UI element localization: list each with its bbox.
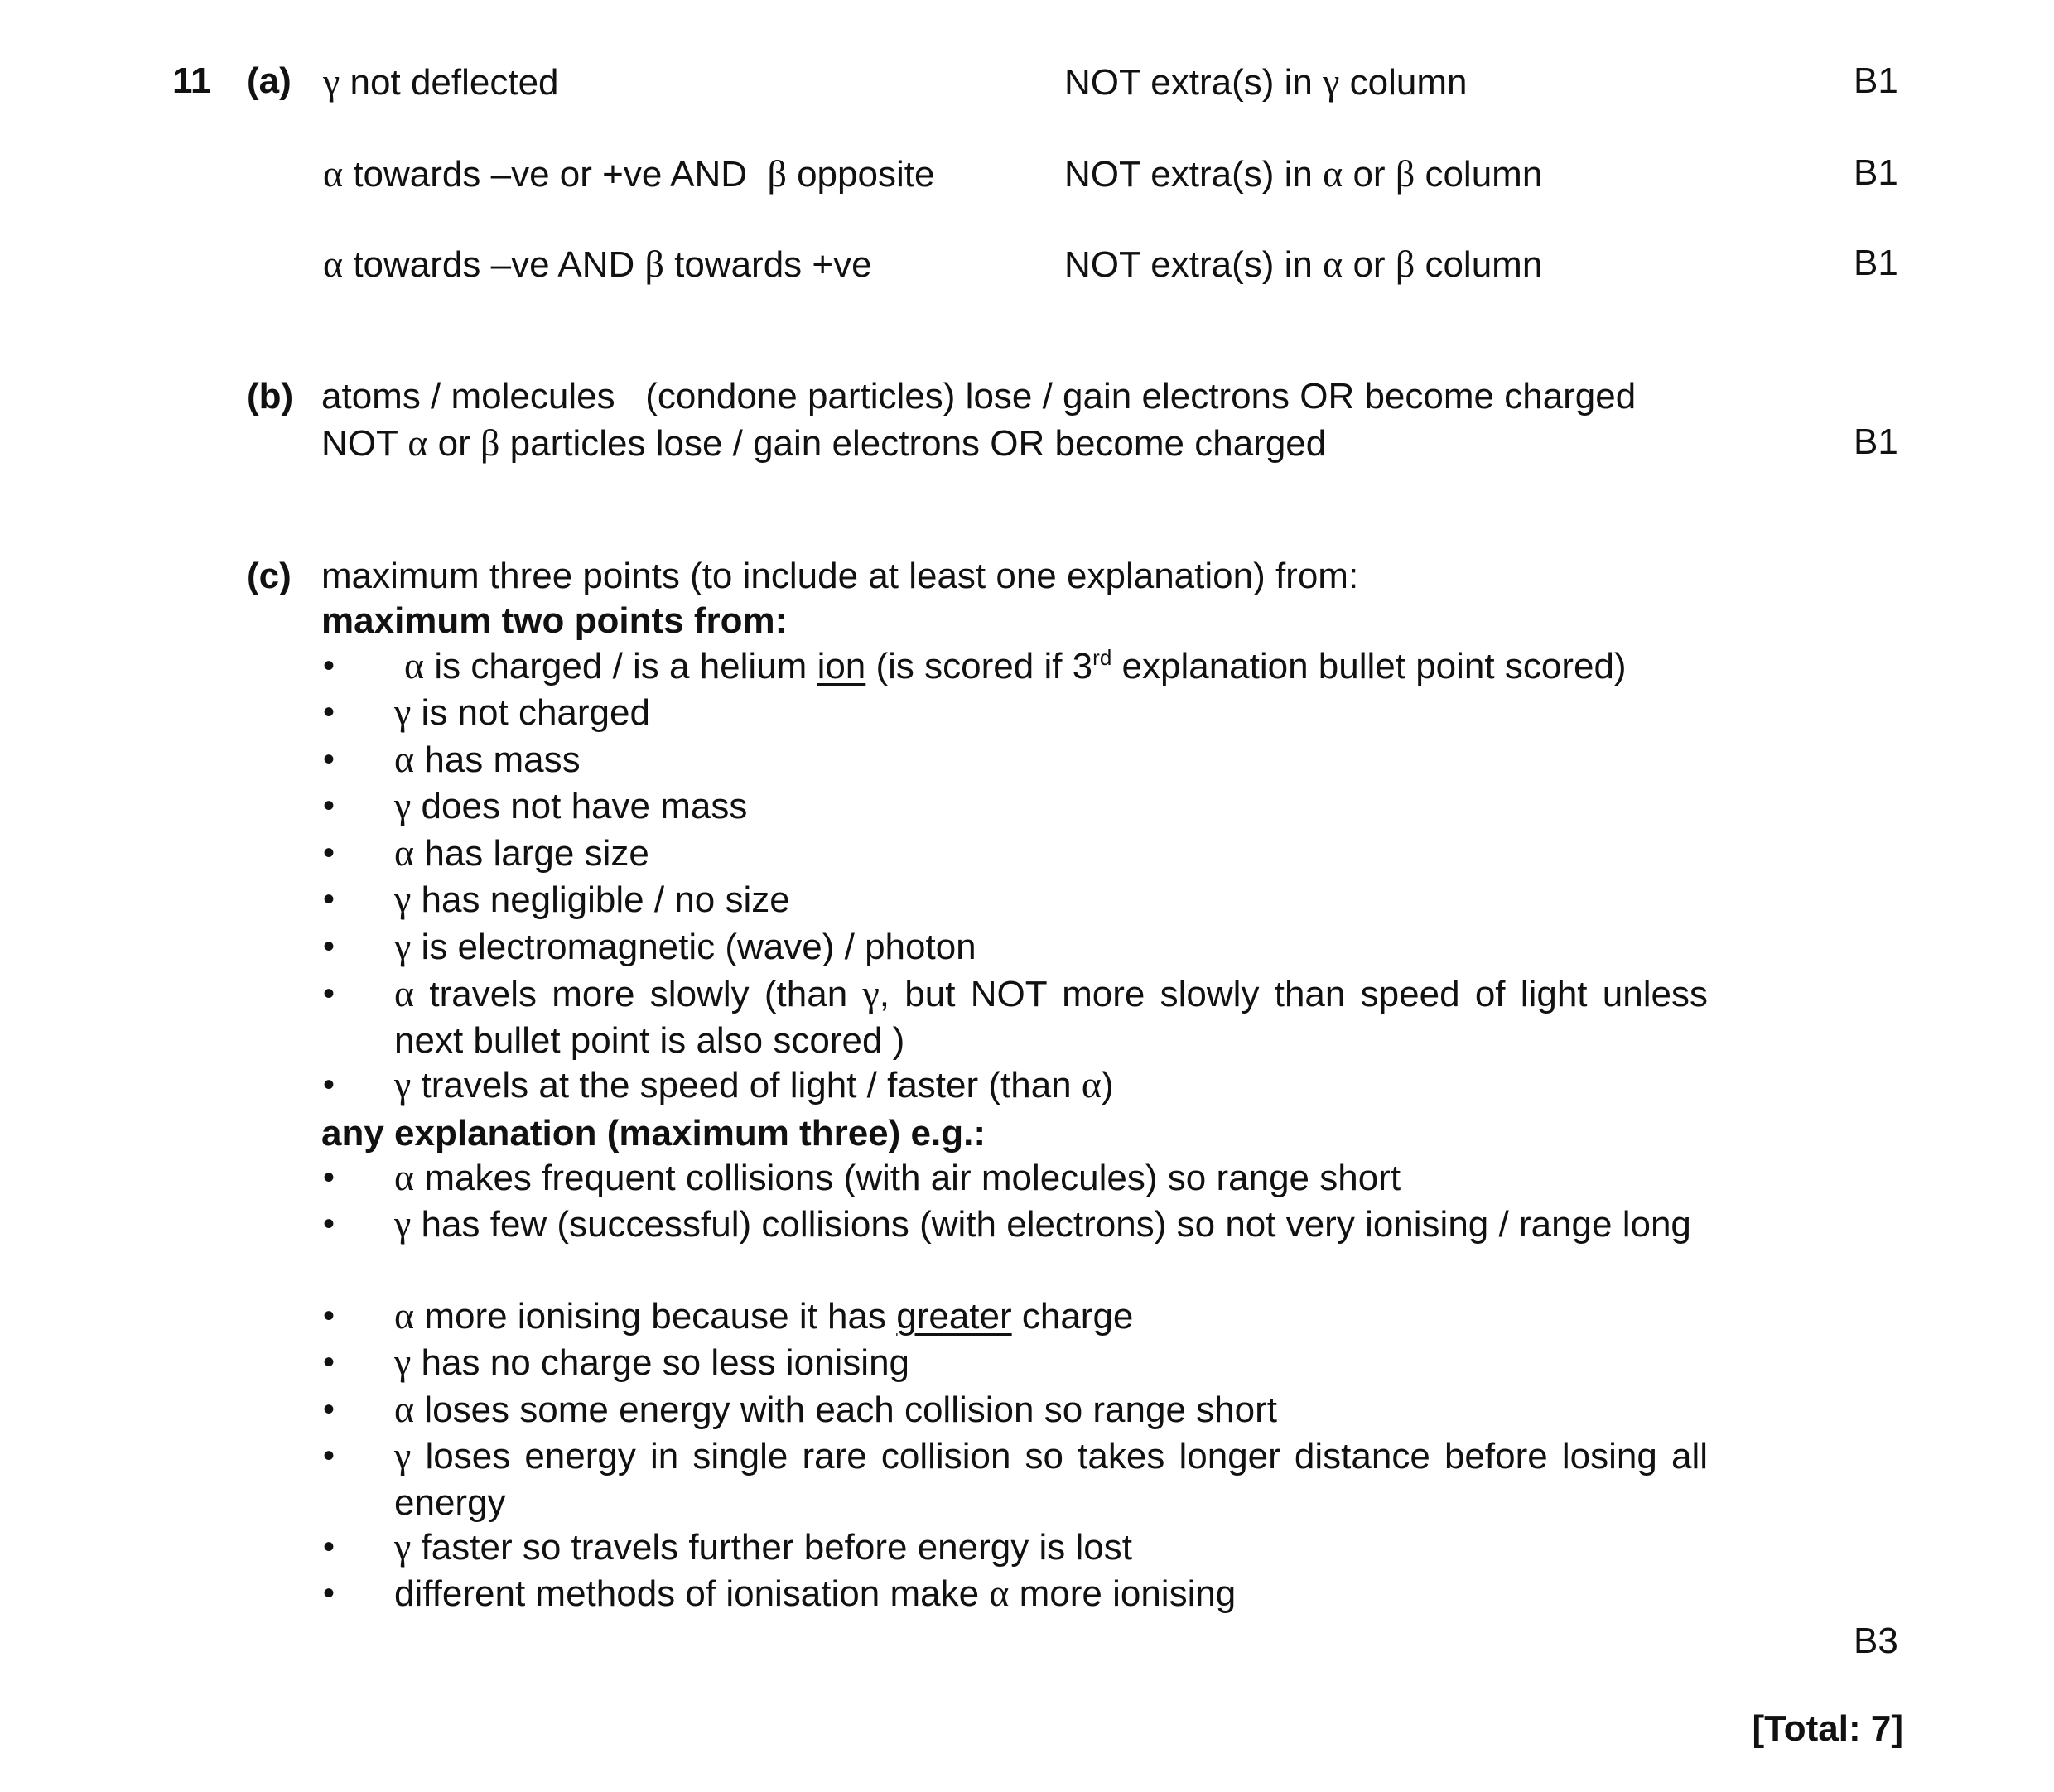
bullet-icon: • (323, 788, 335, 824)
points-heading: maximum two points from: (321, 600, 788, 641)
bullet-icon: • (323, 1529, 335, 1565)
list-item: α has large size (394, 831, 649, 874)
list-item: α loses some energy with each collision so range short (394, 1388, 1277, 1430)
list-item: α is charged / is a helium ion (is scored if 3rd explanation bullet point scored) (404, 644, 1627, 686)
list-item: different methods of ionisation make α more ionising (394, 1572, 1237, 1614)
part-c-label: (c) (247, 556, 292, 596)
explanations-heading: any explanation (maximum three) e.g.: (321, 1113, 986, 1154)
list-item: γ has no charge so less ionising (394, 1341, 910, 1383)
part-a-row-2-answer: α towards –ve or +ve AND β opposite (323, 152, 935, 195)
part-a-row-2-mark: B1 (1854, 152, 1898, 193)
list-item: γ has negligible / no size (394, 878, 790, 920)
bullet-icon: • (323, 1159, 335, 1196)
bullet-icon: • (323, 1206, 335, 1242)
part-b-line-1: atoms / molecules (condone particles) lose / gain electrons OR become charged (321, 376, 1637, 417)
list-item: α travels more slowly (than γ, but NOT more slowly than speed of light unless next bullet point is also scored ) (394, 972, 1708, 1061)
bullet-icon: • (323, 1575, 335, 1611)
part-a-row-1-mark: B1 (1854, 60, 1898, 101)
list-item: γ loses energy in single rare collision so takes longer distance before losing all energy (394, 1434, 1708, 1523)
part-a-label: (a) (247, 60, 292, 101)
list-item: γ is not charged (394, 691, 650, 733)
list-item: γ has few (successful) collisions (with electrons) so not very ionising / range long (394, 1202, 1691, 1245)
list-item: γ faster so travels further before energy is lost (394, 1525, 1132, 1568)
bullet-icon: • (323, 1438, 335, 1474)
bullet-icon: • (323, 928, 335, 965)
bullet-icon: • (323, 648, 335, 684)
part-a-row-3-answer: α towards –ve AND β towards +ve (323, 243, 872, 285)
list-item: α more ionising because it has greater charge (394, 1294, 1134, 1337)
bullet-icon: • (323, 694, 335, 730)
list-item: γ does not have mass (394, 784, 748, 826)
part-b-mark: B1 (1854, 422, 1898, 462)
part-a-row-3-note: NOT extra(s) in α or β column (1064, 243, 1543, 285)
bullet-icon: • (323, 1391, 335, 1428)
list-item: γ is electromagnetic (wave) / photon (394, 925, 976, 967)
part-c-intro: maximum three points (to include at least one explanation) from: (321, 556, 1359, 596)
bullet-icon: • (323, 881, 335, 918)
bullet-icon: • (323, 975, 335, 1012)
part-a-row-3-mark: B1 (1854, 243, 1898, 283)
bullet-icon: • (323, 1344, 335, 1380)
bullet-icon: • (323, 1298, 335, 1334)
list-item: α makes frequent collisions (with air molecules) so range short (394, 1156, 1401, 1198)
part-a-row-1-note: NOT extra(s) in γ column (1064, 60, 1468, 103)
part-b-line-2: NOT α or β particles lose / gain electrons OR become charged (321, 422, 1327, 464)
list-item: γ travels at the speed of light / faster (than α) (394, 1063, 1114, 1106)
part-a-row-2-note: NOT extra(s) in α or β column (1064, 152, 1543, 195)
part-c-mark: B3 (1854, 1621, 1898, 1661)
part-b-label: (b) (247, 376, 294, 417)
total-marks: [Total: 7] (1752, 1708, 1903, 1749)
bullet-icon: • (323, 835, 335, 871)
part-a-row-1-answer: γ not deflected (323, 60, 559, 103)
list-item: α has mass (394, 738, 581, 780)
bullet-icon: • (323, 1067, 335, 1103)
bullet-icon: • (323, 741, 335, 778)
question-number: 11 (172, 60, 211, 101)
